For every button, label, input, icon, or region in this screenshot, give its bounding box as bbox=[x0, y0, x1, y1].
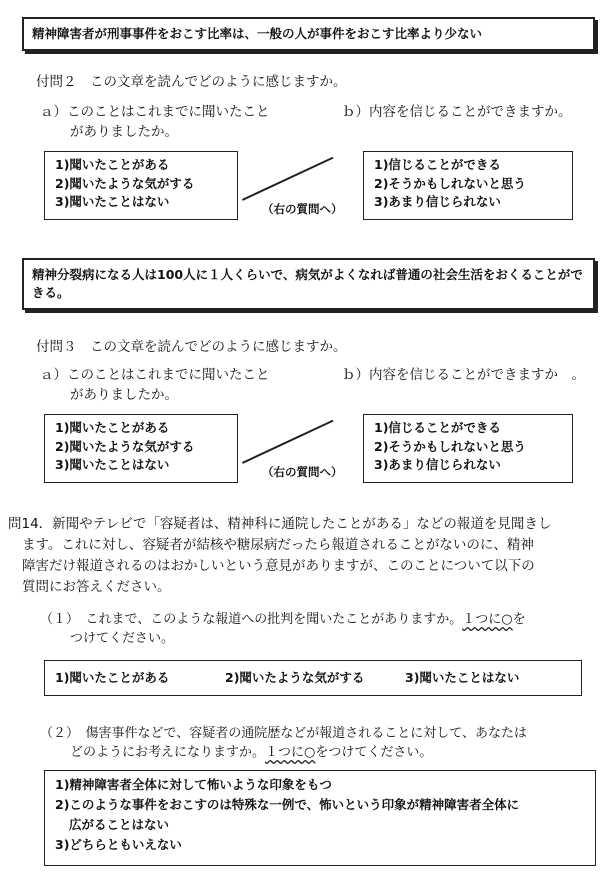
option-a3-1[interactable]: 3)聞いたことはない bbox=[55, 194, 170, 209]
statement-text-2: 精神分裂病になる人は100人に１人くらいで、病気がよくなれば普通の社会生活をおくることができる。 bbox=[32, 267, 583, 300]
connector-line-1 bbox=[242, 157, 333, 201]
option-a1-2[interactable]: 1)聞いたことがある bbox=[55, 420, 170, 435]
q14-line-2: ます。これに対し、容疑者が結核や糖尿病だったら報道されることがないのに、精神 bbox=[22, 537, 534, 553]
option-a2-1[interactable]: 2)聞いたような気がする bbox=[55, 175, 195, 191]
question-14 bbox=[8, 514, 596, 598]
q14-sub2-options-box bbox=[44, 770, 596, 866]
connector-line-2 bbox=[242, 420, 333, 464]
q14-sub1-option-1[interactable]: 1)聞いたことがある bbox=[55, 669, 170, 685]
part-a-question-2 bbox=[40, 365, 340, 405]
options-a-box-1 bbox=[44, 151, 238, 220]
q14-sub2-option-2[interactable]: 2)このような事件をおこすのは特殊な一例で、怖いという印象が精神障害者全体に bbox=[55, 797, 520, 812]
part-a-line2-2: がありましたか。 bbox=[70, 387, 178, 403]
q14-sub2 bbox=[40, 724, 596, 762]
q14-sub2-line1: （２） 傷害事件などで、容疑者の通院歴などが報道されることに対して、あなたは bbox=[40, 726, 527, 741]
part-a-line2-1: がありましたか。 bbox=[70, 124, 178, 140]
option-b3-1[interactable]: 3)あまり信じられない bbox=[374, 194, 501, 209]
one-circle-instruction-2: １つに○ bbox=[265, 745, 316, 760]
q14-sub2-option-2-cont: 広がることはない bbox=[69, 817, 170, 832]
q14-sub2-option-3[interactable]: 3)どちらともいえない bbox=[55, 837, 182, 852]
q14-sub2-line2-end: をつけてください。 bbox=[315, 745, 433, 760]
q14-line-4: 質問にお答えください。 bbox=[22, 579, 171, 595]
part-a-line1-1: このことはこれまでに聞いたこと bbox=[67, 104, 270, 120]
options-b-box-1 bbox=[363, 151, 573, 220]
q14-sub2-option-1[interactable]: 1)精神障害者全体に対して怖いような印象をもつ bbox=[55, 777, 332, 792]
q14-sub1-option-3[interactable]: 3)聞いたことはない bbox=[405, 669, 520, 685]
statement-box-1 bbox=[22, 17, 595, 51]
part-b-question-1: ｂ）内容を信じることができますか。 bbox=[342, 104, 572, 120]
statement-box-2 bbox=[22, 258, 595, 310]
part-a-label-1: ａ） bbox=[40, 104, 67, 120]
options-a-box-2 bbox=[44, 414, 238, 483]
q14-sub1-line1-end: を bbox=[512, 612, 526, 627]
option-b2-2[interactable]: 2)そうかもしれないと思う bbox=[374, 438, 526, 454]
option-a2-2[interactable]: 2)聞いたような気がする bbox=[55, 438, 195, 454]
part-a-line1-2: このことはこれまでに聞いたこと bbox=[67, 367, 270, 383]
option-b1-2[interactable]: 1)信じることができる bbox=[374, 420, 501, 435]
option-b2-1[interactable]: 2)そうかもしれないと思う bbox=[374, 175, 526, 191]
q14-sub1-line1: （１） これまで、このような報道への批判を聞いたことがありますか。 bbox=[40, 612, 463, 627]
connector-label-2: （右の質問へ） bbox=[262, 465, 343, 479]
statement-text-1: 精神障害者が刑事事件をおこす比率は、一般の人が事件をおこす比率より少ない bbox=[32, 26, 483, 41]
q14-sub1 bbox=[40, 610, 596, 648]
connector-label-1: （右の質問へ） bbox=[262, 202, 343, 216]
options-b-box-2 bbox=[363, 414, 573, 483]
q14-sub1-option-2[interactable]: 2)聞いたような気がする bbox=[225, 669, 365, 685]
option-a1-1[interactable]: 1)聞いたことがある bbox=[55, 157, 170, 172]
part-a-label-2: ａ） bbox=[40, 367, 67, 383]
q14-line-1: 問14．新聞やテレビで「容疑者は、精神科に通院したことがある」などの報道を見聞きし bbox=[8, 516, 552, 532]
one-circle-instruction-1: １つに○ bbox=[462, 612, 513, 627]
subquestion-3-title: 付問３ この文章を読んでどのように感じますか。 bbox=[36, 339, 347, 355]
part-a-question-1 bbox=[40, 102, 340, 142]
q14-sub1-line2: つけてください。 bbox=[70, 631, 175, 646]
q14-sub2-line2: どのようにお考えになりますか。 bbox=[70, 745, 266, 760]
q14-line-3: 障害だけ報道されるのはおかしいという意見がありますが、このことについて以下の bbox=[22, 558, 535, 574]
option-b1-1[interactable]: 1)信じることができる bbox=[374, 157, 501, 172]
q14-sub1-options-box bbox=[44, 660, 582, 696]
subquestion-2-title: 付問２ この文章を読んでどのように感じますか。 bbox=[36, 74, 347, 90]
option-a3-2[interactable]: 3)聞いたことはない bbox=[55, 457, 170, 472]
option-b3-2[interactable]: 3)あまり信じられない bbox=[374, 457, 501, 472]
part-b-question-2: ｂ）内容を信じることができますか 。 bbox=[342, 367, 585, 383]
